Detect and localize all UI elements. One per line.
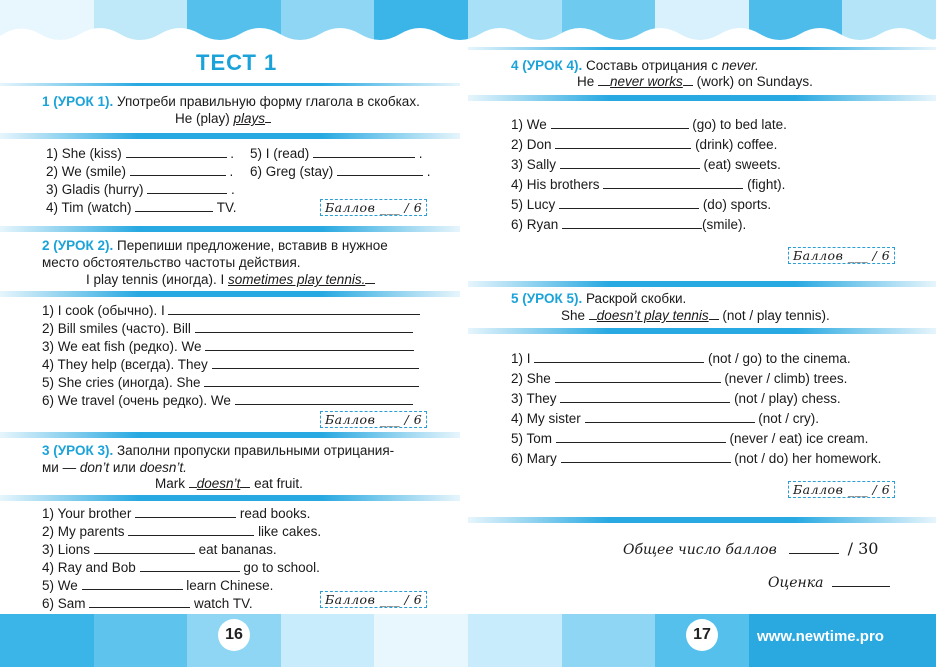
s3-item-5: 5) We learn Chinese.	[42, 578, 274, 593]
section-4-header: 4 (УРОК 4). Составь отрицания с never.	[511, 58, 759, 73]
section-5-header: 5 (УРОК 5). Раскрой скобки.	[511, 291, 687, 306]
answer-blank[interactable]	[562, 217, 702, 229]
section-2-example: I play tennis (иногда). I sometimes play tennis.	[86, 272, 375, 287]
answer-blank[interactable]	[94, 542, 195, 554]
s2-item-3: 3) We eat fish (редко). We	[42, 339, 414, 354]
page-title: ТЕСТ 1	[196, 50, 278, 75]
s1-item-1: 1) She (kiss) .	[46, 146, 235, 161]
answer-blank[interactable]	[205, 339, 414, 351]
divider	[468, 328, 936, 334]
s2-item-1: 1) I cook (обычно). I	[42, 303, 420, 318]
section-2-header: 2 (УРОК 2). Перепиши предложение, вставив в нужное	[42, 238, 388, 253]
s5-item-2: 2) She (never / climb) trees.	[511, 371, 848, 386]
total-blank[interactable]	[789, 542, 839, 554]
divider	[468, 95, 936, 101]
s5-item-6: 6) Mary (not / do) her homework.	[511, 451, 882, 466]
s1-item-3: 3) Gladis (hurry) .	[46, 182, 235, 197]
s2-item-6: 6) We travel (очень редко). We	[42, 393, 413, 408]
divider	[0, 133, 460, 139]
grade: Оценка	[768, 575, 890, 591]
score-box: Баллов ___ / 6	[320, 199, 427, 216]
s2-item-4: 4) They help (всегда). They	[42, 357, 419, 372]
answer-blank[interactable]	[212, 357, 419, 369]
answer-blank[interactable]	[82, 578, 183, 590]
section-4-example: He never works (work) on Sundays.	[577, 74, 813, 89]
s3-item-6: 6) Sam watch TV.	[42, 596, 253, 611]
answer-blank[interactable]	[556, 431, 726, 443]
answer-blank[interactable]	[555, 371, 721, 383]
s3-item-2: 2) My parents like cakes.	[42, 524, 322, 539]
total-score: Общее число баллов / 30	[623, 539, 879, 558]
section-5-example: She doesn’t play tennis (not / play tennis).	[561, 308, 830, 323]
section-3-header: 3 (УРОК 3). Заполни пропуски правильными отрицания-	[42, 443, 395, 458]
s3-item-4: 4) Ray and Bob go to school.	[42, 560, 320, 575]
answer-blank[interactable]	[561, 451, 731, 463]
section-2-instruction: место обстоятельство частоты действия.	[42, 255, 301, 270]
answer-blank[interactable]	[140, 560, 240, 572]
divider	[0, 432, 460, 438]
s1-item-4: 4) Tim (watch) TV.	[46, 200, 237, 215]
answer-blank[interactable]	[195, 321, 413, 333]
score-box: Баллов ___ / 6	[788, 481, 895, 498]
score-box: Баллов ___ / 6	[320, 411, 427, 428]
answer-blank[interactable]	[560, 391, 730, 403]
s5-item-1: 1) I (not / go) to the cinema.	[511, 351, 851, 366]
s3-item-1: 1) Your brother read books.	[42, 506, 311, 521]
answer-blank[interactable]	[130, 164, 226, 176]
answer-blank[interactable]	[337, 164, 423, 176]
s4-item-6: 6) Ryan (smile).	[511, 217, 747, 232]
s1-item-5: 5) I (read) .	[250, 146, 423, 161]
answer-blank[interactable]	[585, 411, 755, 423]
answer-blank[interactable]	[168, 303, 420, 315]
s1-item-2: 2) We (smile) .	[46, 164, 234, 179]
s4-item-5: 5) Lucy (do) sports.	[511, 197, 772, 212]
s5-item-4: 4) My sister (not / cry).	[511, 411, 820, 426]
divider	[468, 517, 936, 523]
answer-blank[interactable]	[126, 146, 227, 158]
score-box: Баллов ___ / 6	[320, 591, 427, 608]
page-number-left: 16	[218, 619, 250, 651]
s4-item-4: 4) His brothers (fight).	[511, 177, 786, 192]
answer-blank[interactable]	[560, 157, 700, 169]
s3-item-3: 3) Lions eat bananas.	[42, 542, 277, 557]
s2-item-5: 5) She cries (иногда). She	[42, 375, 419, 390]
answer-blank[interactable]	[603, 177, 743, 189]
score-box: Баллов ___ / 6	[788, 247, 895, 264]
divider	[468, 281, 936, 287]
s4-item-1: 1) We (go) to bed late.	[511, 117, 787, 132]
s4-item-2: 2) Don (drink) coffee.	[511, 137, 778, 152]
answer-blank[interactable]	[89, 596, 190, 608]
section-3-example: Mark doesn’t eat fruit.	[155, 476, 303, 491]
answer-blank[interactable]	[135, 200, 213, 212]
divider	[0, 83, 460, 86]
grade-blank[interactable]	[832, 575, 890, 587]
answer-blank[interactable]	[147, 182, 227, 194]
answer-blank[interactable]	[559, 197, 699, 209]
s4-item-3: 3) Sally (eat) sweets.	[511, 157, 781, 172]
answer-blank[interactable]	[555, 137, 691, 149]
answer-blank[interactable]	[204, 375, 419, 387]
answer-blank[interactable]	[135, 506, 236, 518]
divider	[0, 226, 460, 232]
section-3-instruction: ми — don’t или doesn’t.	[42, 460, 187, 475]
section-1-example: He (play) plays	[175, 111, 271, 126]
page-number-right: 17	[686, 619, 718, 651]
divider	[0, 495, 460, 501]
s1-item-6: 6) Greg (stay) .	[250, 164, 431, 179]
website-link[interactable]: www.newtime.pro	[757, 628, 884, 645]
divider	[0, 291, 460, 297]
answer-blank[interactable]	[128, 524, 254, 536]
answer-blank[interactable]	[313, 146, 415, 158]
answer-blank[interactable]	[551, 117, 689, 129]
answer-blank[interactable]	[534, 351, 704, 363]
s2-item-2: 2) Bill smiles (часто). Bill	[42, 321, 413, 336]
answer-blank[interactable]	[235, 393, 413, 405]
divider	[468, 47, 936, 50]
section-1-header: 1 (УРОК 1). Употреби правильную форму глагола в скобках.	[42, 94, 420, 109]
s5-item-5: 5) Tom (never / eat) ice cream.	[511, 431, 869, 446]
s5-item-3: 3) They (not / play) chess.	[511, 391, 841, 406]
